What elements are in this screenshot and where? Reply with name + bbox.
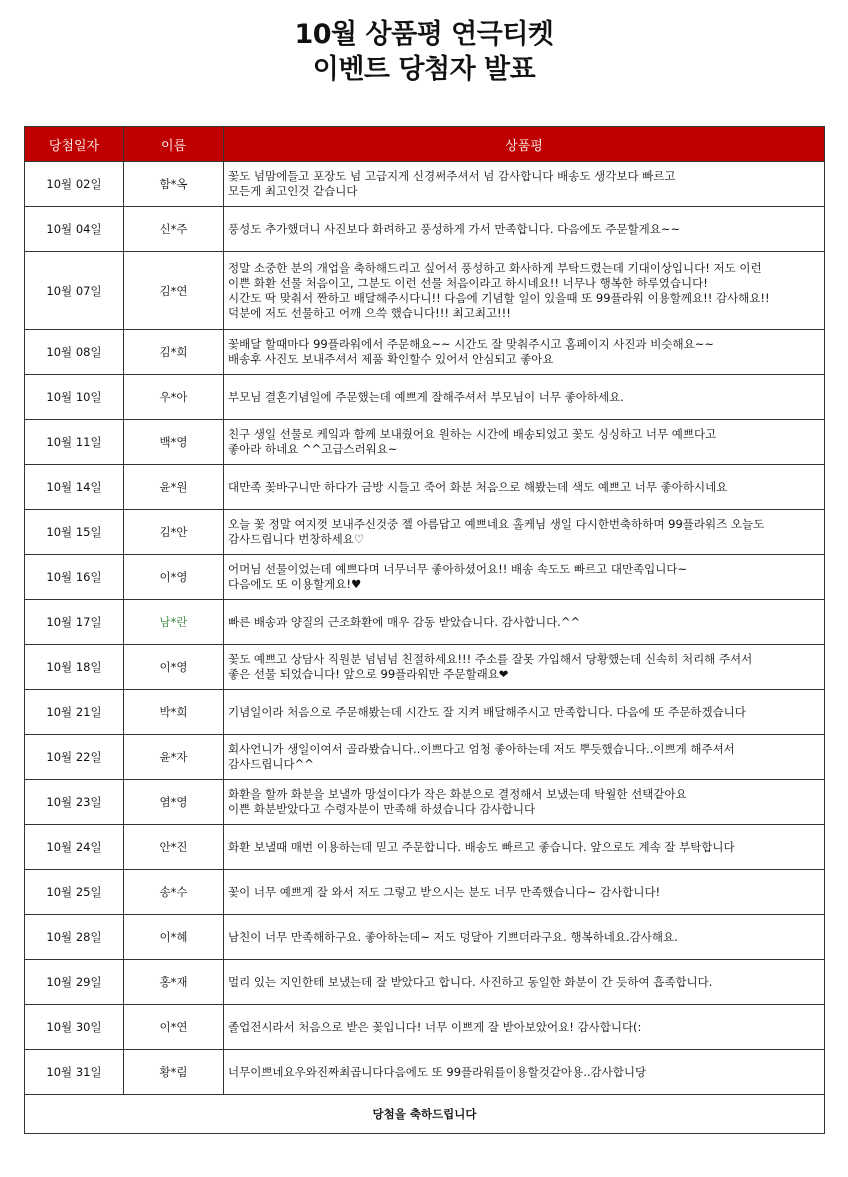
row-review: 정말 소중한 분의 개업을 축하해드리고 싶어서 풍성하고 화사하게 부탁드렸는데 기대이상입니다! 저도 이런 이쁜 화환 선물 처음이고, 그분도 이런 선물 처음이라고 하시네요!! 너무나 행복한 하루였습니다! 시간도 딱 맞춰서 짠하고 배달해주시다니!! 다음에 기념할 일이 있을때 또 99플라워 이용할께요!! 감사해요!! 덕분에 저도 선물하고 어깨 으쓱 했습니다!!! 최고최고!!! [224,252,825,330]
row-review: 빠른 배송과 양질의 근조화환에 매우 감동 받았습니다. 감사합니다.^^ [224,600,825,645]
table-row [25,510,825,555]
congrats-footer: 당첨을 축하드립니다 [25,1095,825,1134]
table-row [25,555,825,600]
table-row [25,825,825,870]
row-name: 백*영 [124,420,224,465]
row-date: 10월 15일 [25,510,124,555]
row-review: 풍성도 추가했더니 사진보다 화려하고 풍성하게 가서 만족합니다. 다음에도 주문할게요~~ [224,207,825,252]
row-date: 10월 02일 [25,162,124,207]
row-date: 10월 17일 [25,600,124,645]
row-review: 대만족 꽃바구니만 하다가 금방 시들고 죽어 화분 처음으로 해봤는데 색도 예쁘고 너무 좋아하시네요 [224,465,825,510]
row-review: 멀리 있는 지인한테 보냈는데 잘 받았다고 합니다. 사진하고 동일한 화분이 간 듯하여 흡족합니다. [224,960,825,1005]
row-review: 꽃배달 할때마다 99플라워에서 주문해요~~ 시간도 잘 맞춰주시고 홈페이지 사진과 비슷해요~~ 배송후 사진도 보내주셔서 제품 확인할수 있어서 안심되고 좋아요 [224,330,825,375]
row-review: 남친이 너무 만족해하구요. 좋아하는데~ 저도 덩달아 기쁘더라구요. 행복하네요.감사해요. [224,915,825,960]
row-review: 꽃이 너무 예쁘게 잘 와서 저도 그렇고 받으시는 분도 너무 만족했습니다~ 감사합니다! [224,870,825,915]
table-row [25,915,825,960]
row-date: 10월 22일 [25,735,124,780]
row-review: 오늘 꽃 정말 여지껏 보내주신것중 젤 아름답고 예쁘네요 홀케님 생일 다시한번축하하며 99플라워즈 오늘도 감사드립니다 번창하세요♡ [224,510,825,555]
table-row [25,960,825,1005]
row-review: 화환을 할까 화분을 보낼까 망설이다가 작은 화분으로 결정해서 보냈는데 탁월한 선택같아요 이쁜 화분받았다고 수령자분이 만족해 하셨습니다 감사합니다 [224,780,825,825]
table-row [25,1050,825,1095]
row-review: 꽃도 넘맘에들고 포장도 넘 고급지게 신경써주셔서 넘 감사합니다 배송도 생각보다 빠르고 모든게 최고인것 같습니다 [224,162,825,207]
row-name: 김*안 [124,510,224,555]
table-row [25,252,825,330]
row-name: 이*영 [124,645,224,690]
row-date: 10월 23일 [25,780,124,825]
table-row [25,690,825,735]
row-name: 안*진 [124,825,224,870]
row-review: 졸업전시라서 처음으로 받은 꽃입니다! 너무 이쁘게 잘 받아보았어요! 감사합니다(: [224,1005,825,1050]
row-review: 친구 생일 선물로 케잌과 함께 보내줬어요 원하는 시간에 배송되었고 꽃도 싱싱하고 너무 예쁘다고 좋아라 하네요 ^^고급스러워요~ [224,420,825,465]
table-header-row [25,127,825,162]
row-review: 기념일이라 처음으로 주문해봤는데 시간도 잘 지켜 배달해주시고 만족합니다. 다음에 또 주문하겠습니다 [224,690,825,735]
row-date: 10월 30일 [25,1005,124,1050]
row-review: 회사언니가 생일이여서 골라봤습니다..이쁘다고 엄청 좋아하는데 저도 뿌듯했습니다..이쁘게 해주셔서 감사드립니다^^ [224,735,825,780]
row-name: 이*영 [124,555,224,600]
row-name: 우*아 [124,375,224,420]
row-date: 10월 25일 [25,870,124,915]
header-name: 이름 [124,127,224,162]
row-date: 10월 08일 [25,330,124,375]
table-row [25,735,825,780]
row-name: 신*주 [124,207,224,252]
row-review: 화환 보낼때 매번 이용하는데 믿고 주문합니다. 배송도 빠르고 좋습니다. 앞으로도 계속 잘 부탁합니다 [224,825,825,870]
row-name: 윤*자 [124,735,224,780]
row-name: 이*연 [124,1005,224,1050]
row-date: 10월 16일 [25,555,124,600]
table-row [25,780,825,825]
table-row [25,207,825,252]
table-row [25,420,825,465]
row-date: 10월 04일 [25,207,124,252]
row-review: 꽃도 예쁘고 상담사 직원분 넘넘넘 친절하세요!!! 주소를 잘못 가입해서 당황했는데 신속히 처리해 주셔서 좋은 선물 되었습니다! 앞으로 99플라워만 주문할래요❤ [224,645,825,690]
row-date: 10월 11일 [25,420,124,465]
row-name: 남*란 [124,600,224,645]
table-footer-row [25,1095,825,1134]
table-row [25,375,825,420]
table-body [25,162,825,1095]
row-review: 부모님 결혼기념일에 주문했는데 예쁘게 잘해주셔서 부모님이 너무 좋아하세요. [224,375,825,420]
row-date: 10월 21일 [25,690,124,735]
row-date: 10월 10일 [25,375,124,420]
row-date: 10월 29일 [25,960,124,1005]
row-review: 너무이쁘네요우와진짜최곱니다다음에도 또 99플라워를이용할것같아용..감사합니당 [224,1050,825,1095]
row-name: 이*혜 [124,915,224,960]
row-date: 10월 24일 [25,825,124,870]
row-name: 홍*재 [124,960,224,1005]
table-row [25,645,825,690]
header-date: 당첨일자 [25,127,124,162]
row-date: 10월 07일 [25,252,124,330]
header-review: 상품평 [224,127,825,162]
row-name: 송*수 [124,870,224,915]
row-review: 어머님 선물이었는데 예쁘다며 너무너무 좋아하셨어요!! 배송 속도도 빠르고 대만족입니다~ 다음에도 또 이용할게요!♥ [224,555,825,600]
table-row [25,330,825,375]
page-title-line1: 10월 상품평 연극티켓 [294,19,554,50]
row-date: 10월 31일 [25,1050,124,1095]
row-name: 박*희 [124,690,224,735]
table-row [25,870,825,915]
row-name: 윤*원 [124,465,224,510]
row-name: 김*희 [124,330,224,375]
row-date: 10월 28일 [25,915,124,960]
row-name: 함*옥 [124,162,224,207]
row-name: 염*영 [124,780,224,825]
row-name: 김*연 [124,252,224,330]
row-date: 10월 18일 [25,645,124,690]
table-row [25,1005,825,1050]
table-row [25,162,825,207]
row-date: 10월 14일 [25,465,124,510]
row-name: 황*림 [124,1050,224,1095]
table-row [25,465,825,510]
table-row [25,600,825,645]
page-title-line2: 이벤트 당첨자 발표 [312,54,536,85]
winners-table [24,126,825,1134]
